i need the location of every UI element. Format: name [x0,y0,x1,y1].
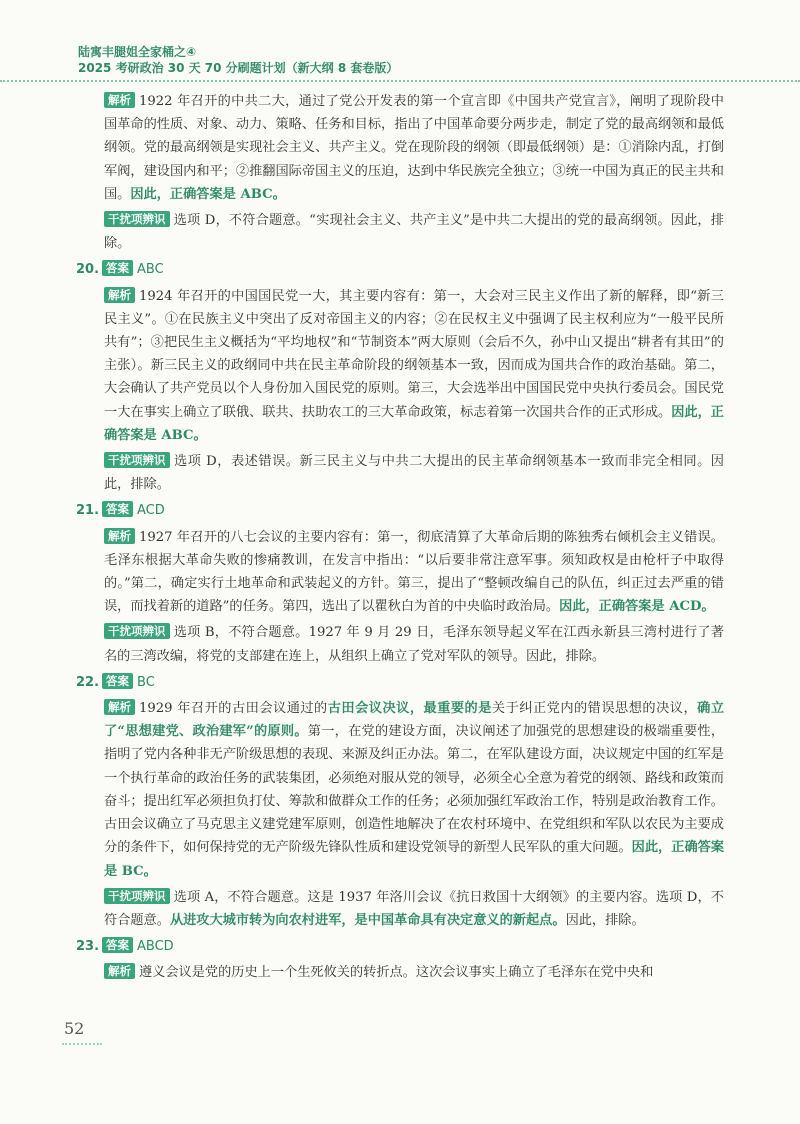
q20-answer: ABC [137,262,164,278]
q23-answer: ABCD [137,939,174,955]
q22-number: 22. [76,674,100,690]
q19-distractor: 干扰项辨识 选项 D，不符合题意。“实现社会主义、共产主义”是中共二大提出的党的最高纲领。因此，排除。 [104,212,724,252]
q23-number: 23. [76,939,100,955]
answer-content [76,90,724,988]
q21-number: 21. [76,503,100,519]
series-title: 陆寓丰腿姐全家桶之④ [78,45,197,59]
header-divider [0,80,800,82]
distractor-tag: 干扰项辨识 [104,623,170,639]
q19-conclusion: 因此，正确答案是 ABC。 [130,186,286,202]
analysis-tag: 解析 [104,528,135,544]
answer-tag: 答案 [102,673,133,689]
q20-analysis: 解析 1924 年召开的中国国民党一大，其主要内容有：第一，大会对三民主义作出了新的解释，即“新三民主义”。①在民族主义中突出了反对帝国主义的内容；②在民权主义中强调了民主权利应为“一般平民所共有”；③把民生主义概括为“平均地权”和“节制资本”两大原则（会后不久，孙中山又提出“耕者有其田”的主张）。新三民主义的政纲同中共在民主革命阶段的纲领基本一致，因而成为国共合作的政治基础。第二，大会确认了共产党员以个人身份加入国民党的原则。第三，大会选举出中国国民党中央执行委员会。国民党一大在事实上确立了联俄、联共、扶助农工的三大革命政策，标志着第一次国共合作的正式形成。因此，正确答案是 ABC。 [104,287,724,443]
q21-answer: ACD [137,503,165,519]
q21-analysis: 解析 1927 年召开的八七会议的主要内容有：第一，彻底清算了大革命后期的陈独秀右倾机会主义错误。毛泽东根据大革命失败的惨痛教训，在发言中指出：“以后要非常注意军事。须知政权是由枪杆子中取得的。”第二，确定实行土地革命和武装起义的方针。第三，提出了“整顿改编自己的队伍，纠正过去严重的错误，而找着新的道路”的任务。第四，选出了以瞿秋白为首的中央临时政治局。因此，正确答案是 ACD。 [104,528,724,615]
q22-answer: BC [137,674,155,690]
q22-distractor: 干扰项辨识 选项 A，不符合题意。这是 1937 年洛川会议《抗日救国十大纲领》的主要内容。选项 D，不符合题意。从进攻大城市转为向农村进军，是中国革命具有决定意义的新起点。因此，排除。 [104,888,724,928]
q21-conclusion: 因此，正确答案是 ACD。 [559,599,715,615]
analysis-tag: 解析 [104,699,135,715]
distractor-tag: 干扰项辨识 [104,888,170,904]
analysis-tag: 解析 [104,287,135,303]
q21-answer-line [76,499,724,522]
distractor-tag: 干扰项辨识 [104,211,170,227]
q21-distractor: 干扰项辨识 选项 B，不符合题意。1927 年 9 月 29 日，毛泽东领导起义军在江西永新县三湾村进行了著名的三湾改编，将党的支部建在连上，从组织上确立了党对军队的领导。因此，排除。 [104,624,724,664]
q23-analysis: 解析 遵义会议是党的历史上一个生死攸关的转折点。这次会议事实上确立了毛泽东在党中央和 [76,961,724,984]
q20-number: 20. [76,262,100,278]
q23-answer-line [76,935,724,958]
answer-tag: 答案 [102,260,133,276]
q22-conclusion: 因此，正确答案是 BC。 [104,840,725,879]
answer-tag: 答案 [102,937,133,953]
page-number: 52 [64,1019,85,1038]
page-header [78,44,758,76]
q20-conclusion: 因此，正确答案是 ABC。 [104,404,724,443]
q19-analysis: 解析 1922 年召开的中共二大，通过了党公开发表的第一个宣言即《中国共产党宣言》，阐明了现阶段中国革命的性质、对象、动力、策略、任务和目标，指出了中国革命要分两步走，制定了党的最高纲领和最低纲领。党的最高纲领是实现社会主义、共产主义。党在现阶段的纲领（即最低纲领）是：①消除内乱，打倒军阀，建设国内和平；②推翻国际帝国主义的压迫，达到中华民族完全独立；③统一中国为真正的民主共和国。因此，正确答案是 ABC。 [104,93,724,202]
answer-tag: 答案 [102,501,133,517]
q20-distractor: 干扰项辨识 选项 D，表述错误。新三民主义与中共二大提出的民主革命纲领基本一致而非完全相同。因此，排除。 [104,453,724,493]
analysis-tag: 解析 [104,92,135,108]
footer-divider [62,1043,102,1045]
q22-answer-line [76,671,724,694]
distractor-tag: 干扰项辨识 [104,452,170,468]
q20-answer-line [76,258,724,281]
q22-analysis: 解析 1929 年召开的古田会议通过的古田会议决议，最重要的是关于纠正党内的错误思想的决议，确立了“思想建党、政治建军”的原则。第一，在党的建设方面，决议阐述了加强党的思想建设的极端重要性，指明了党内各种非无产阶级思想的表现、来源及纠正办法。第二，在军队建设方面，决议规定中国的红军是一个执行革命的政治任务的武装集团，必须绝对服从党的领导，必须全心全意为着党的纲领、路线和政策而奋斗；提出红军必须担负打仗、筹款和做群众工作的任务；必须加强红军政治工作，特别是政治教育工作。古田会议确立了马克思主义建党建军原则，创造性地解决了在农村环境中、在党组织和军队以农民为主要成分的条件下，如何保持党的无产阶级先锋队性质和建设党领导的新型人民军队的重大问题。因此，正确答案是 BC。 [104,700,725,879]
book-title: 2025 考研政治 30 天 70 分刷题计划（新大纲 8 套卷版） [78,61,399,75]
analysis-tag: 解析 [104,963,135,979]
